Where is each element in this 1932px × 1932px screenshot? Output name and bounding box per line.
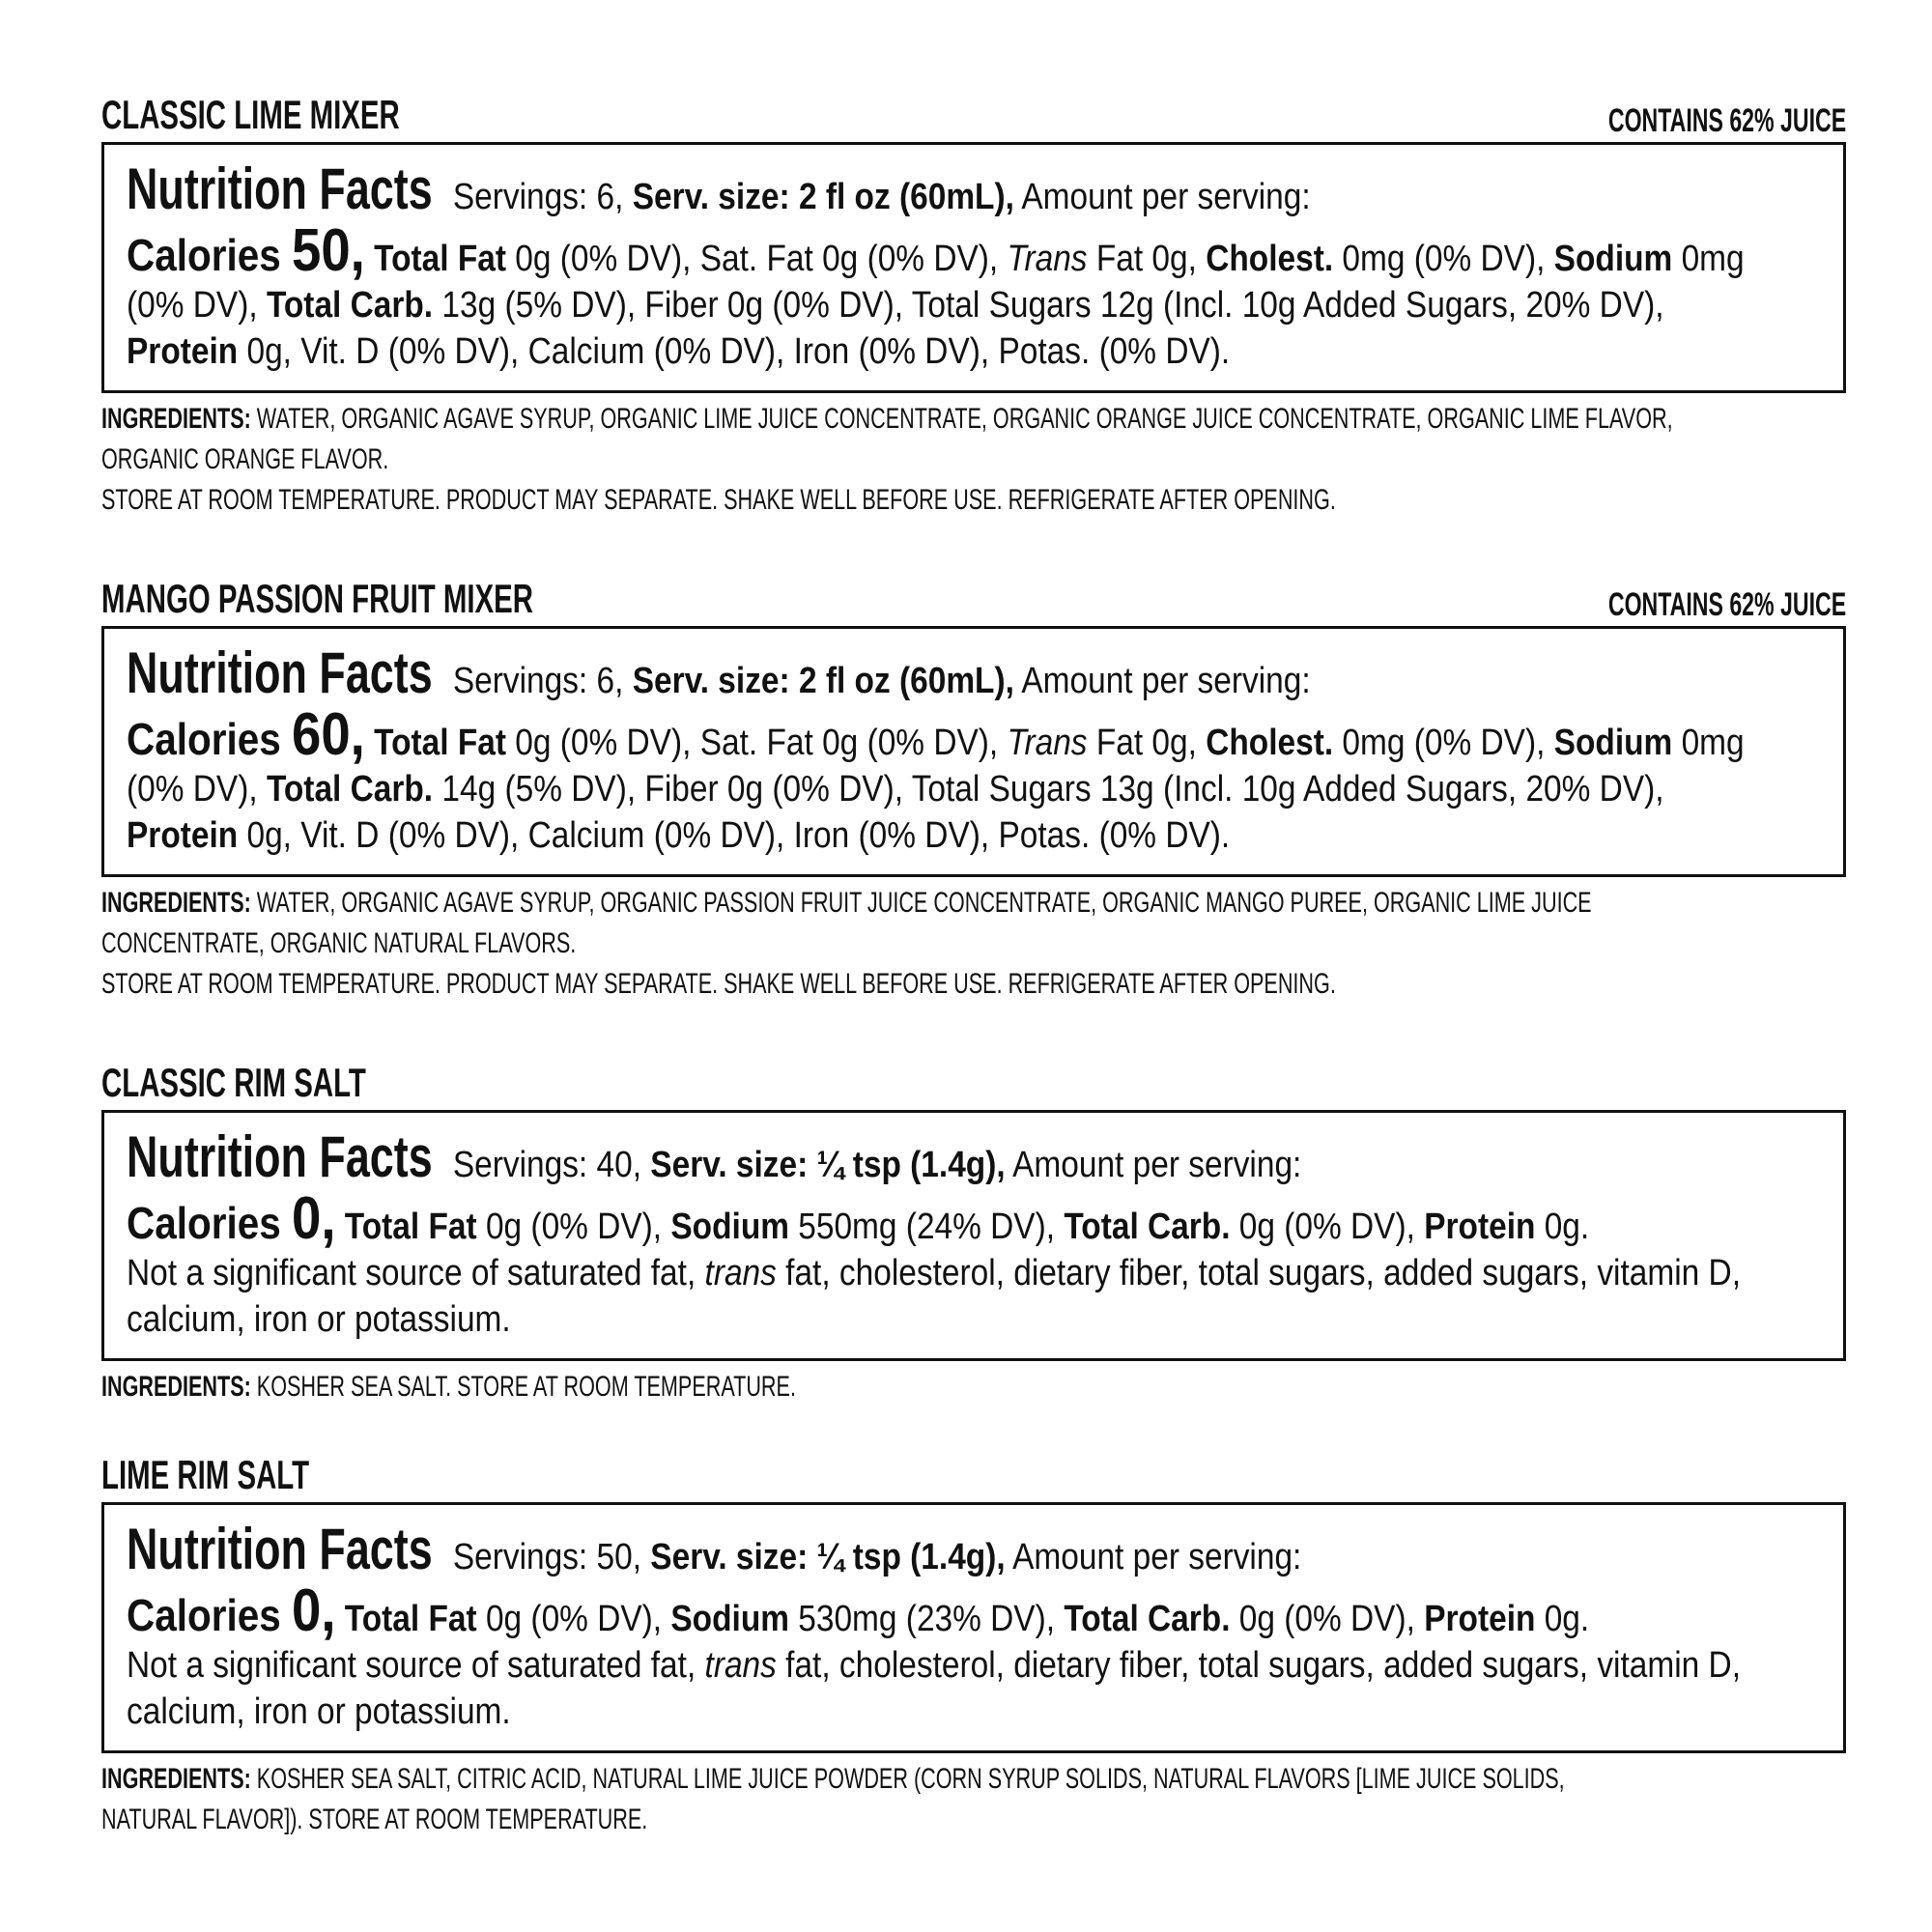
nutrition-text: Calories xyxy=(127,714,292,764)
nutrition-text: 0mg xyxy=(1672,239,1745,279)
nutrition-line xyxy=(127,1250,1741,1296)
nutrition-text: Protein xyxy=(1424,1599,1536,1639)
nutrition-text: Calories xyxy=(127,230,292,280)
ingredients-text: STORE AT ROOM TEMPERATURE. PRODUCT MAY SEPARATE. SHAKE WELL BEFORE USE. REFRIGERATE AFTER OPENING. xyxy=(101,968,1336,1000)
nutrition-text: Total Carb. xyxy=(1064,1207,1231,1247)
nutrition-text: 0g, Vit. D (0% DV), Calcium (0% DV), Iron (0% DV), Potas. (0% DV). xyxy=(238,331,1231,372)
nutrition-facts-heading: Nutrition Facts xyxy=(127,156,433,221)
nutrition-text: 0mg xyxy=(1672,723,1745,763)
ingredients-label: INGREDIENTS: xyxy=(101,887,251,919)
ingredients-label: INGREDIENTS: xyxy=(101,1763,251,1795)
product-title: LIME RIM SALT xyxy=(101,1452,310,1497)
ingredients-block xyxy=(101,883,1846,1005)
calories-value: 50, xyxy=(291,217,365,284)
nutrition-text: Protein xyxy=(127,815,239,856)
nutrition-text: Sodium xyxy=(1553,239,1673,279)
nutrition-line xyxy=(127,1185,1618,1252)
nutrition-text: 0g, Vit. D (0% DV), Calcium (0% DV), Iron (0% DV), Potas. (0% DV). xyxy=(238,815,1231,856)
juice-content-label: CONTAINS 62% JUICE xyxy=(1607,102,1846,139)
ingredients-line xyxy=(101,1367,1357,1407)
ingredients-line xyxy=(101,1800,1357,1840)
juice-content-label: CONTAINS 62% JUICE xyxy=(1607,586,1846,623)
nutrition-text: 530mg (23% DV), xyxy=(788,1599,1065,1639)
ingredients-text: NATURAL FLAVOR]). STORE AT ROOM TEMPERATURE. xyxy=(101,1804,648,1835)
nutrition-line xyxy=(127,701,1745,768)
ingredients-text: CONCENTRATE, ORGANIC NATURAL FLAVORS. xyxy=(101,927,577,959)
ingredients-line xyxy=(101,399,1673,440)
ingredients-line xyxy=(101,883,1592,923)
product-title: CLASSIC LIME MIXER xyxy=(101,92,400,137)
nutrition-text: 0mg (0% DV), xyxy=(1333,723,1554,763)
ingredients-line xyxy=(101,440,1357,480)
nutrition-facts-box xyxy=(101,626,1846,877)
nutrition-text: 0g. xyxy=(1535,1207,1590,1247)
product-section-lime-rim-salt xyxy=(101,1450,1846,1840)
product-title: MANGO PASSION FRUIT MIXER xyxy=(101,576,534,621)
nutrition-facts-box xyxy=(101,142,1846,393)
product-section-mango-passion-fruit-mixer xyxy=(101,574,1846,1005)
nutrition-text: Total Fat xyxy=(364,239,507,279)
ingredients-line xyxy=(101,923,1357,964)
nutrition-line xyxy=(127,1642,1741,1689)
nutrition-text: 0g (0% DV), xyxy=(476,1207,671,1247)
product-section-classic-lime-mixer xyxy=(101,90,1846,521)
nutrition-line xyxy=(127,328,1618,375)
nutrition-facts-box xyxy=(101,1110,1846,1361)
ingredients-text: KOSHER SEA SALT. STORE AT ROOM TEMPERATURE. xyxy=(250,1371,796,1403)
nutrition-text: Total Fat xyxy=(335,1599,477,1639)
nutrition-text: Total Fat xyxy=(335,1207,477,1247)
nutrition-text: Sodium xyxy=(1553,723,1673,763)
nutrition-text: calcium, iron or potassium. xyxy=(127,1299,511,1340)
nutrition-text: Serv. size: 2 fl oz (60mL), xyxy=(632,177,1014,217)
title-row xyxy=(101,1058,1846,1110)
nutrition-text: 0mg (0% DV), xyxy=(1333,239,1554,279)
nutrition-text: Serv. size: ¼ tsp (1.4g), xyxy=(650,1537,1006,1577)
ingredients-text: ORGANIC ORANGE FLAVOR. xyxy=(101,443,389,475)
nutrition-text: Cholest. xyxy=(1206,239,1334,279)
nutrition-text: calcium, iron or potassium. xyxy=(127,1691,511,1732)
nutrition-line xyxy=(127,1519,1618,1588)
nutrition-text: 13g (5% DV), Fiber 0g (0% DV), Total Sugars 12g (Incl. 10g Added Sugars, 20% DV), xyxy=(433,285,1664,326)
nutrition-line xyxy=(127,1126,1618,1196)
nutrition-text: Sodium xyxy=(670,1599,789,1639)
nutrition-text: Calories xyxy=(127,1198,292,1248)
nutrition-text: Not a significant source of saturated fat, xyxy=(127,1645,705,1686)
nutrition-text: Total Carb. xyxy=(1064,1599,1231,1639)
nutrition-text: Amount per serving: xyxy=(1005,1537,1302,1577)
nutrition-text: (0% DV), xyxy=(127,769,267,810)
nutrition-facts-heading: Nutrition Facts xyxy=(127,1124,433,1189)
nutrition-facts-heading: Nutrition Facts xyxy=(127,640,433,705)
ingredients-text: KOSHER SEA SALT, CITRIC ACID, NATURAL LIME JUICE POWDER (CORN SYRUP SOLIDS, NATURAL FLAVORS [LIME JUICE SOLIDS, xyxy=(250,1763,1565,1795)
nutrition-text: Protein xyxy=(127,331,239,372)
nutrition-text: 0g (0% DV), xyxy=(1230,1207,1425,1247)
nutrition-facts-box xyxy=(101,1502,1846,1753)
nutrition-text: 0g (0% DV), Sat. Fat 0g (0% DV), xyxy=(506,239,1008,279)
nutrition-text: 0g (0% DV), Sat. Fat 0g (0% DV), xyxy=(506,723,1008,763)
nutrition-text: 0g (0% DV), xyxy=(476,1599,671,1639)
nutrition-line xyxy=(127,812,1618,859)
nutrition-facts-heading: Nutrition Facts xyxy=(127,1517,433,1581)
ingredients-label: INGREDIENTS: xyxy=(101,403,251,435)
nutrition-text: Serv. size: ¼ tsp (1.4g), xyxy=(650,1145,1006,1185)
nutrition-text: 0g. xyxy=(1535,1599,1590,1639)
nutrition-text: Fat 0g, xyxy=(1087,723,1207,763)
ingredients-text: STORE AT ROOM TEMPERATURE. PRODUCT MAY SEPARATE. SHAKE WELL BEFORE USE. REFRIGERATE AFTER OPENING. xyxy=(101,484,1336,516)
nutrition-text: 0g (0% DV), xyxy=(1230,1599,1425,1639)
nutrition-line xyxy=(127,282,1664,328)
nutrition-text: Calories xyxy=(127,1590,292,1640)
nutrition-text: Total Carb. xyxy=(266,769,434,810)
ingredients-line xyxy=(101,964,1357,1005)
nutrition-text: Sodium xyxy=(670,1207,789,1247)
ingredients-block xyxy=(101,399,1846,521)
nutrition-text: trans xyxy=(704,1253,777,1293)
nutrition-line xyxy=(127,217,1745,284)
ingredients-line xyxy=(101,480,1357,521)
ingredients-label: INGREDIENTS: xyxy=(101,1371,251,1403)
title-row xyxy=(101,90,1846,142)
nutrition-text: Amount per serving: xyxy=(1013,177,1311,217)
nutrition-text: Not a significant source of saturated fat, xyxy=(127,1253,705,1293)
nutrition-text: 550mg (24% DV), xyxy=(788,1207,1065,1247)
nutrition-text: Trans xyxy=(1007,239,1088,279)
nutrition-text: Total Fat xyxy=(364,723,507,763)
nutrition-text: Servings: 6, xyxy=(443,177,633,217)
nutrition-text: Servings: 50, xyxy=(443,1537,651,1577)
nutrition-text: Cholest. xyxy=(1206,723,1334,763)
ingredients-block xyxy=(101,1367,1846,1407)
nutrition-text: trans xyxy=(704,1645,777,1686)
nutrition-text: Total Carb. xyxy=(266,285,434,326)
nutrition-text: fat, cholesterol, dietary fiber, total sugars, added sugars, vitamin D, xyxy=(776,1645,1741,1686)
nutrition-line xyxy=(127,1689,1618,1735)
nutrition-text: Protein xyxy=(1424,1207,1536,1247)
nutrition-text: Trans xyxy=(1007,723,1088,763)
calories-value: 60, xyxy=(291,701,365,768)
nutrition-text: Serv. size: 2 fl oz (60mL), xyxy=(632,661,1014,701)
ingredients-text: WATER, ORGANIC AGAVE SYRUP, ORGANIC LIME JUICE CONCENTRATE, ORGANIC ORANGE JUICE CONCENTRATE, ORGANIC LIME FLAVOR, xyxy=(250,403,1673,435)
nutrition-text: (0% DV), xyxy=(127,285,267,326)
nutrition-line xyxy=(127,1577,1618,1644)
nutrition-text: Amount per serving: xyxy=(1005,1145,1302,1185)
calories-value: 0, xyxy=(291,1185,336,1252)
title-row xyxy=(101,1450,1846,1502)
product-title: CLASSIC RIM SALT xyxy=(101,1060,366,1105)
title-row xyxy=(101,574,1846,626)
nutrition-text: Servings: 6, xyxy=(443,661,633,701)
nutrition-text: 14g (5% DV), Fiber 0g (0% DV), Total Sugars 13g (Incl. 10g Added Sugars, 20% DV), xyxy=(433,769,1664,810)
nutrition-text: Servings: 40, xyxy=(443,1145,651,1185)
ingredients-line xyxy=(101,1759,1565,1800)
ingredients-block xyxy=(101,1759,1846,1840)
nutrition-text: Fat 0g, xyxy=(1087,239,1207,279)
ingredients-text: WATER, ORGANIC AGAVE SYRUP, ORGANIC PASSION FRUIT JUICE CONCENTRATE, ORGANIC MANGO PUREE, ORGANIC LIME JUICE xyxy=(250,887,1592,919)
product-section-classic-rim-salt xyxy=(101,1058,1846,1407)
calories-value: 0, xyxy=(291,1577,336,1644)
nutrition-text: fat, cholesterol, dietary fiber, total sugars, added sugars, vitamin D, xyxy=(776,1253,1741,1293)
nutrition-line xyxy=(127,1296,1618,1343)
nutrition-text: Amount per serving: xyxy=(1013,661,1311,701)
nutrition-line xyxy=(127,766,1664,812)
